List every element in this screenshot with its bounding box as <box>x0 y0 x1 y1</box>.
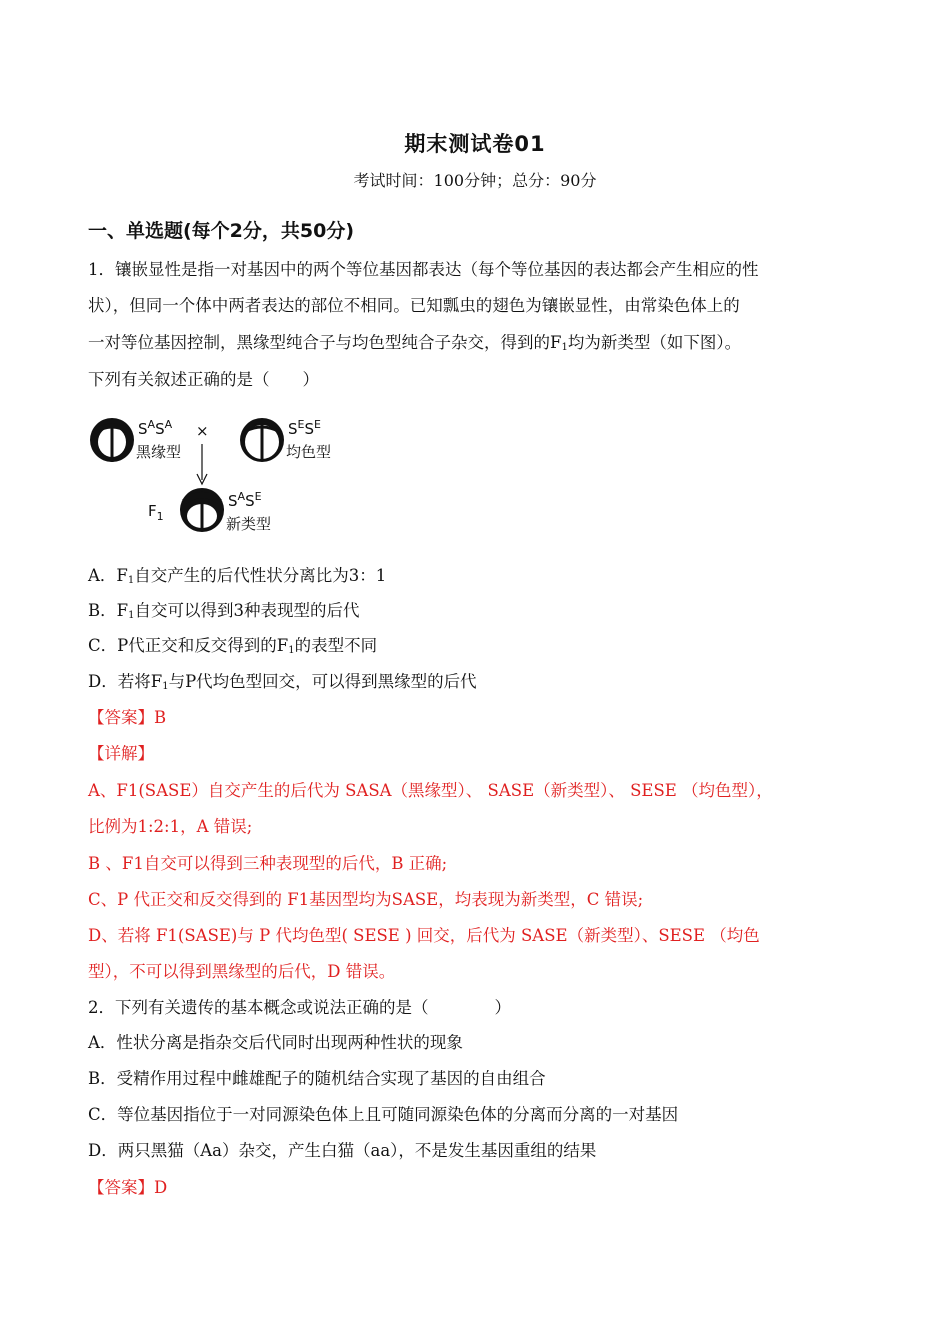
question-1-line-3: 一对等位基因控制，黑缘型纯合子与均色型纯合子杂交，得到的$F_1$均为新类型（如下图）。 <box>88 333 742 353</box>
explanation-line-6: 型），不可以得到黑缘型的后代，D 错误。 <box>88 962 396 981</box>
ladybird-cross-diagram <box>88 412 358 542</box>
q2-option-c: C．等位基因指位于一对同源染色体上且可随同源染色体的分离而分离的一对基因 <box>88 1105 679 1124</box>
question-1-line-2: 状），但同一个体中两者表达的部位不相同。已知瓢虫的翅色为镶嵌显性，由常染色体上的 <box>88 296 740 315</box>
black-edge-ladybird-icon <box>90 418 134 462</box>
q2-answer-label: 【答案】D <box>88 1178 168 1197</box>
child-genotype: $S^AS^E$ <box>228 490 262 510</box>
explanation-line-4: C、P 代正交和反交得到的 F1基因型均为SASE，均表现为新类型，C 错误; <box>88 890 644 909</box>
parent2-genotype: $S^ES^E$ <box>288 418 321 438</box>
explanation-line-1: A、F1(SASE）自交产生的后代为 SASA（黑缘型）、 SASE（新类型）、 SESE （均色型）， <box>88 781 773 800</box>
explanation-line-2: 比例为1:2:1，A 错误; <box>88 817 253 836</box>
option-c: C．P代正交和反交得到的$F_1$的表型不同 <box>88 636 378 656</box>
page-title: 期末测试卷01 <box>404 132 546 156</box>
child-label: 新类型 <box>226 515 272 533</box>
uniform-color-ladybird-icon <box>240 418 284 462</box>
parent1-label: 黑缘型 <box>136 443 182 461</box>
q2-option-a: A．性状分离是指杂交后代同时出现两种性状的现象 <box>88 1033 463 1052</box>
exam-info: 考试时间：100分钟；总分：90分 <box>353 171 597 190</box>
explanation-line-5: D、若将 F1(SASE)与 P 代均色型( SESE ) 回交，后代为 SASE（新类型）、SESE （均色 <box>88 926 760 945</box>
option-a: A．$F_1$自交产生的后代性状分离比为3：1 <box>88 566 387 586</box>
answer-label: 【答案】B <box>88 708 167 727</box>
parent1-genotype: $S^AS^A$ <box>138 418 173 438</box>
new-type-ladybird-icon <box>180 488 224 532</box>
question-1-line-1: 1．镶嵌显性是指一对基因中的两个等位基因都表达（每个等位基因的表达都会产生相应的性 <box>88 260 759 279</box>
option-b: B．$F_1$自交可以得到3种表现型的后代 <box>88 601 360 621</box>
section-heading: 一、单选题(每个2分，共50分) <box>88 220 355 242</box>
question-2-stem: 2．下列有关遗传的基本概念或说法正确的是（ ） <box>88 998 511 1017</box>
option-d: D．若将$F_1$与P代均色型回交，可以得到黑缘型的后代 <box>88 672 477 692</box>
f1-label: $F_1$ <box>148 502 164 523</box>
question-1-line-4: 下列有关叙述正确的是（ ） <box>88 370 319 389</box>
q2-option-b: B．受精作用过程中雌雄配子的随机结合实现了基因的自由组合 <box>88 1069 546 1088</box>
cross-symbol: × <box>196 422 209 440</box>
q2-option-d: D．两只黑猫（Aa）杂交，产生白猫（aa），不是发生基因重组的结果 <box>88 1141 597 1160</box>
explanation-line-3: B 、F1自交可以得到三种表现型的后代，B 正确; <box>88 854 448 873</box>
parent2-label: 均色型 <box>286 443 332 461</box>
detail-label: 【详解】 <box>88 744 154 763</box>
